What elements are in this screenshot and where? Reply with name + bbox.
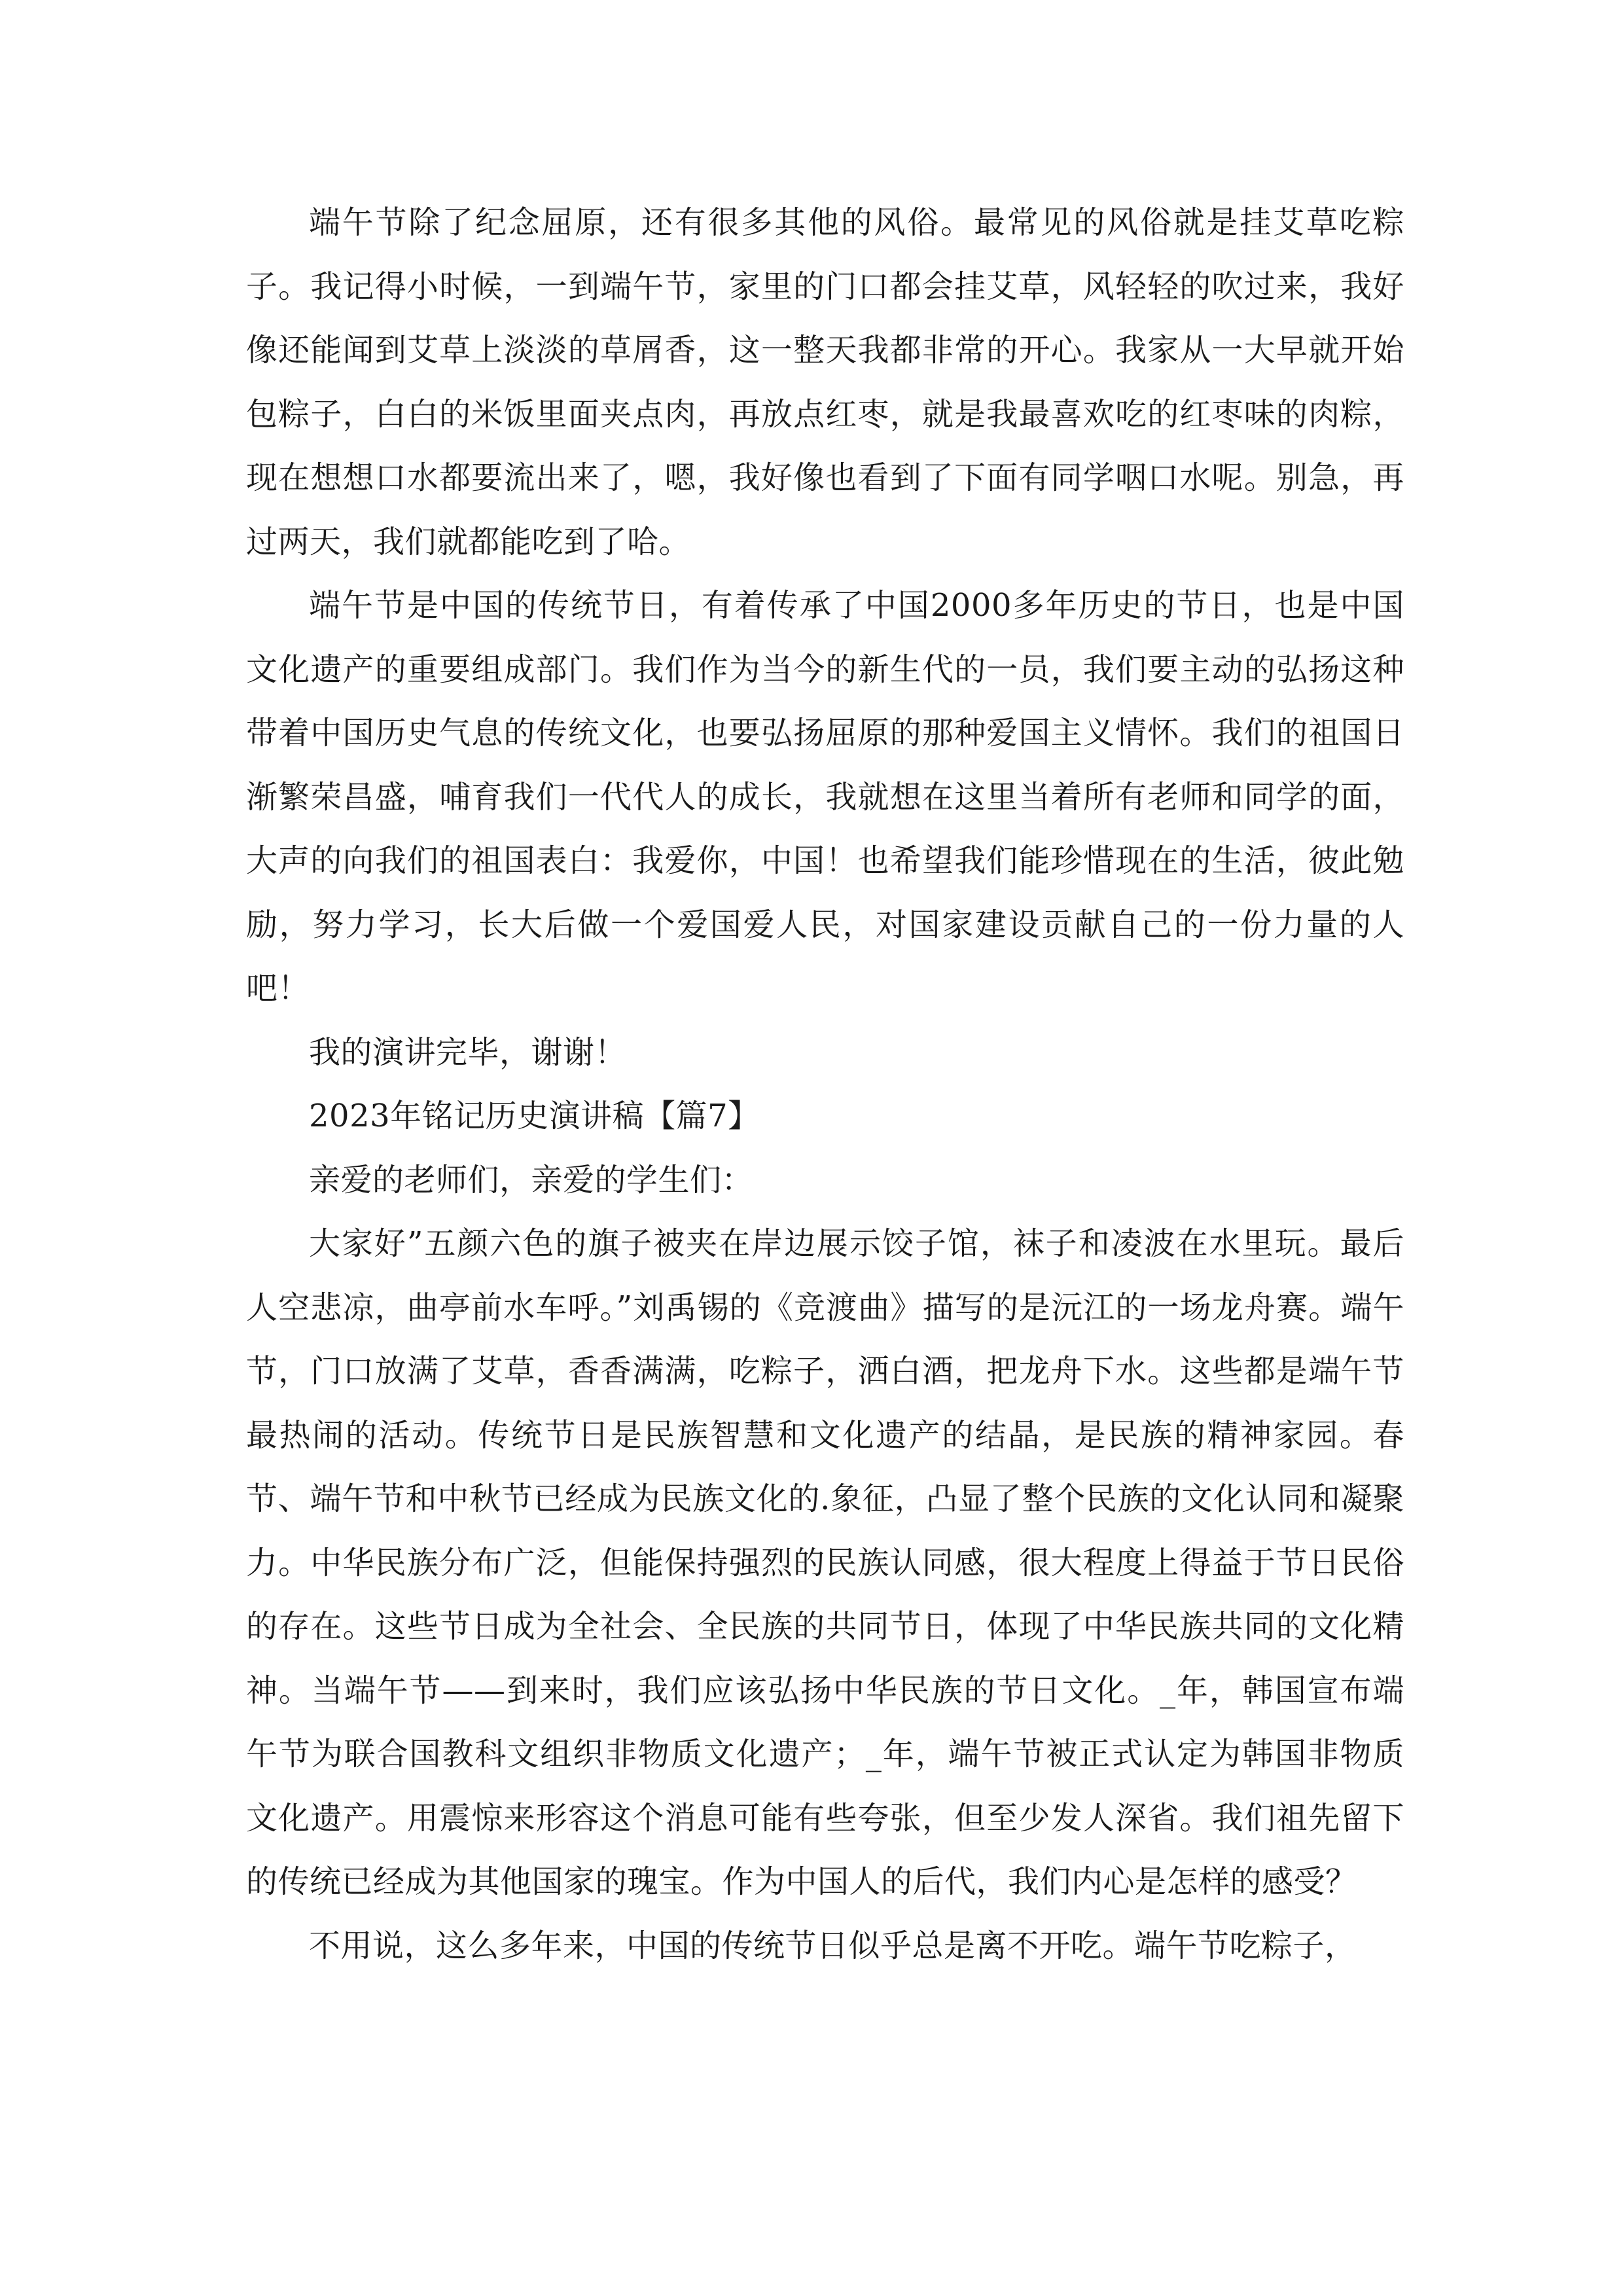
salutation: 亲爱的老师们，亲爱的学生们： <box>309 1161 754 1198</box>
document-body <box>246 191 1404 1978</box>
paragraph-3: 我的演讲完毕，谢谢！ <box>309 1033 627 1071</box>
paragraph-4: 大家好”五颜六色的旗子被夹在岸边展示饺子馆，袜子和凌波在水里玩。最后人空悲凉，曲亭前水车呼。”刘禹锡的《竞渡曲》描写的是沅江的一场龙舟赛。端午节，门口放满了艾草，香香满满，吃粽子，洒白酒，把龙舟下水。这些都是端午节最热闹的活动。传统节日是民族智慧和文化遗产的结晶，是民族的精神家园。春节、端午节和中秋节已经成为民族文化的.象征，凸显了整个民族的文化认同和凝聚力。中华民族分布广泛，但能保持强烈的民族认同感，很大程度上得益于节日民俗的存在。这些节日成为全社会、全民族的共同节日，体现了中华民族共同的文化精神。当端午节——到来时，我们应该弘扬中华民族的节日文化。_年，韩国宣布端午节为联合国教科文组织非物质文化遗产；_年，端午节被正式认定为韩国非物质文化遗产。用震惊来形容这个消息可能有些夸张，但至少发人深省。我们祖先留下的传统已经成为其他国家的瑰宝。作为中国人的后代，我们内心是怎样的感受？ <box>246 1225 1404 1900</box>
paragraph-5: 不用说，这么多年来，中国的传统节日似乎总是离不开吃。端午节吃粽子， <box>309 1927 1357 1964</box>
paragraph-1: 端午节除了纪念屈原，还有很多其他的风俗。最常见的风俗就是挂艾草吃粽子。我记得小时候，一到端午节，家里的门口都会挂艾草，风轻轻的吹过来，我好像还能闻到艾草上淡淡的草屑香，这一整天我都非常的开心。我家从一大早就开始包粽子，白白的米饭里面夹点肉，再放点红枣，就是我最喜欢吃的红枣味的肉粽，现在想想口水都要流出来了，嗯，我好像也看到了下面有同学咽口水呢。别急，再过两天，我们就都能吃到了哈。 <box>246 204 1404 560</box>
section-heading: 2023年铭记历史演讲稿【篇7】 <box>309 1098 760 1134</box>
paragraph-2: 端午节是中国的传统节日，有着传承了中国2000多年历史的节日，也是中国文化遗产的重要组成部门。我们作为当今的新生代的一员，我们要主动的弘扬这种带着中国历史气息的传统文化，也要弘扬屈原的那种爱国主义情怀。我们的祖国日渐繁荣昌盛，哺育我们一代代人的成长，我就想在这里当着所有老师和同学的面，大声的向我们的祖国表白：我爱你，中国！也希望我们能珍惜现在的生活，彼此勉励，努力学习，长大后做一个爱国爱人民，对国家建设贡献自己的一份力量的人吧！ <box>246 587 1404 1007</box>
